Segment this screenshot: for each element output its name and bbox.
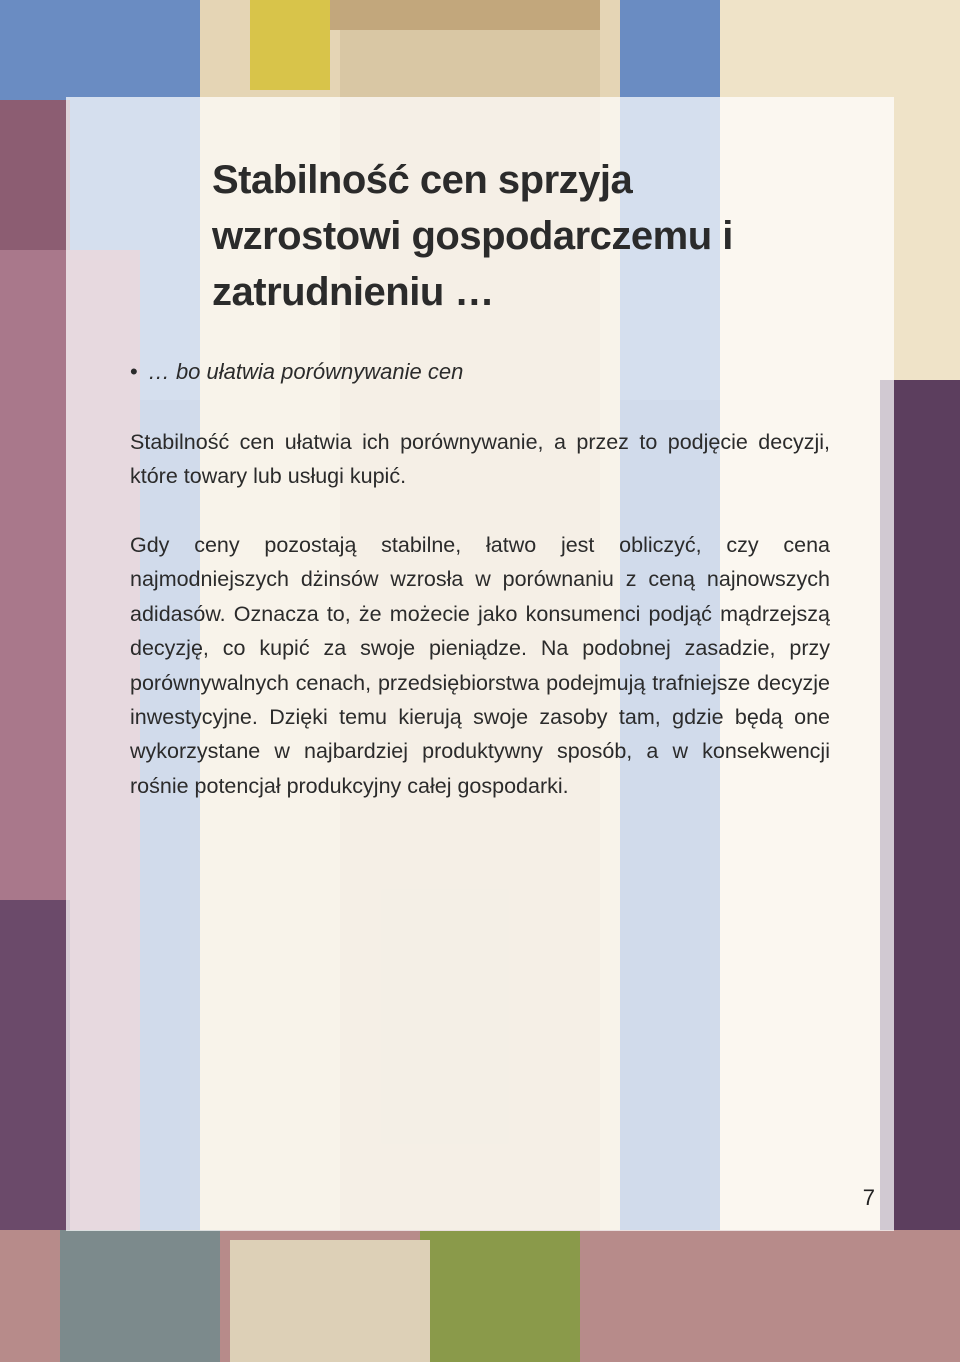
page-title xyxy=(212,152,812,320)
title-line-2: wzrostowi gospodarczemu i xyxy=(212,214,733,258)
bullet-item xyxy=(130,357,830,387)
title-line-1: Stabilność cen sprzyja xyxy=(212,158,633,202)
page-number: 7 xyxy=(862,1185,875,1210)
bullet-text: … bo ułatwia porównywanie cen xyxy=(147,359,464,384)
paragraph-2: Gdy ceny pozostają stabilne, łatwo jest obliczyć, czy cena najmodniejszych dżinsów wzrosła w porównaniu z ceną najnowszych adidasów. Oznacza to, że możecie jako konsumenci podjąć mądrzejszą decyzję, co kupić za swoje pieniądze. Na podobnej zasadzie, przy porównywalnych cenach, przedsiębiorstwa podejmują trafniejsze decyzje inwestycyjne. Dzięki temu kierują swoje zasoby tam, gdzie będą one wykorzystane w najbardziej produktywny sposób, a w konsekwencji rośnie potencjał produkcyjny całej gospodarki. xyxy=(130,533,830,798)
paragraph-1: Stabilność cen ułatwia ich porównywanie, a przez to podjęcie decyzji, które towary lub usługi kupić. xyxy=(130,430,830,489)
bullet-icon: • xyxy=(130,359,138,384)
title-line-3: zatrudnieniu … xyxy=(212,270,494,314)
